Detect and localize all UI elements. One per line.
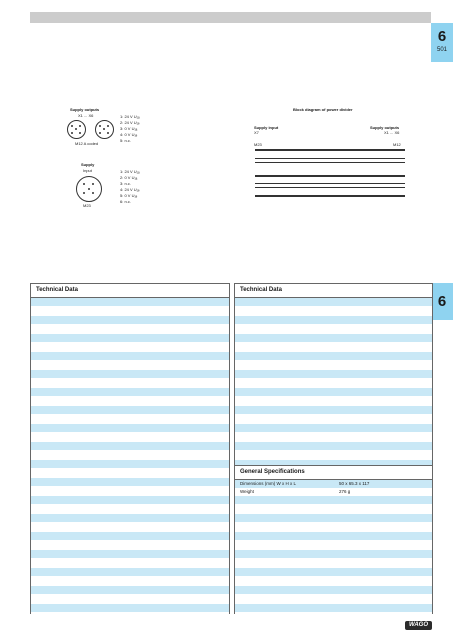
bus-line-middle [255, 175, 405, 177]
header-bar [30, 12, 431, 23]
block-diagram-output-sub: X1 ... X6 [384, 130, 400, 135]
technical-data-panel-right [234, 283, 433, 614]
side-chapter-tab[interactable] [431, 283, 453, 320]
bus-line-top [255, 149, 405, 151]
m12-connector-female-icon [67, 120, 86, 139]
bus-line-bottom [255, 195, 405, 197]
input-title: Supply [81, 162, 95, 167]
outputs-pin-5: 5: n.c. [120, 138, 131, 143]
block-diagram-input-label: Supply input [254, 125, 279, 130]
wago-logo: WAGO [405, 621, 432, 630]
striped-rows [31, 298, 229, 622]
m12-connector-male-icon [95, 120, 114, 139]
supply-line-4 [255, 187, 405, 188]
block-diagram-title: Block diagram of power divider [293, 107, 353, 112]
block-diagram-input-sub: X7 [254, 130, 259, 135]
technical-data-panel-left [30, 283, 230, 614]
outputs-connector-label: M12 A coded [75, 141, 99, 146]
outputs-pin-3: 3: 0 V U₁ₐ [120, 126, 138, 131]
spec-value: 276 g [339, 489, 351, 494]
block-diagram-output-label: Supply outputs [370, 125, 400, 130]
input-pin-5: 5: 0 V U₁ₑ [120, 193, 138, 198]
block-diagram-left-connector: M23 [254, 142, 262, 147]
outputs-pin-2: 2: 24 V U₁ₑ [120, 120, 140, 125]
chapter-tab[interactable] [431, 23, 453, 62]
supply-line-3 [255, 183, 405, 184]
outputs-range: X1 ... X6 [78, 113, 94, 118]
input-pin-4: 4: 24 V U₁ₑ [120, 187, 140, 192]
spec-row [235, 480, 432, 488]
panel-title: Technical Data [31, 284, 229, 298]
outputs-pin-1: 1: 24 V U₁ₐ [120, 114, 140, 119]
input-connector-label: M23 [83, 203, 91, 208]
striped-rows [235, 496, 432, 616]
page-number: 501 [436, 47, 447, 53]
chapter-number: 6 [437, 28, 447, 45]
outputs-pin-4: 4: 0 V U₁ₑ [120, 132, 138, 137]
spec-label: Dimensions (mm) W x H x L [240, 481, 297, 486]
side-tab-number: 6 [437, 293, 447, 310]
striped-rows [235, 298, 432, 465]
input-subtitle: Input [83, 168, 92, 173]
input-pin-3: 3: n.c. [120, 181, 131, 186]
input-pin-1: 1: 24 V U₁ₐ [120, 169, 140, 174]
input-pin-2: 2: 0 V U₁ₐ [120, 175, 138, 180]
block-diagram-right-connector: M12 [393, 142, 401, 147]
m23-connector-icon [76, 176, 102, 202]
panel-title: Technical Data [235, 284, 432, 298]
outputs-title: Supply outputs [70, 107, 100, 112]
input-pin-6: 6: n.c. [120, 199, 131, 204]
spec-label: Weight [240, 489, 254, 494]
general-specifications-title: General Specifications [235, 465, 432, 480]
supply-line-1 [255, 158, 405, 159]
supply-line-2 [255, 162, 405, 163]
spec-row [235, 488, 432, 496]
spec-value: 50 x 65.3 x 117 [339, 481, 370, 486]
